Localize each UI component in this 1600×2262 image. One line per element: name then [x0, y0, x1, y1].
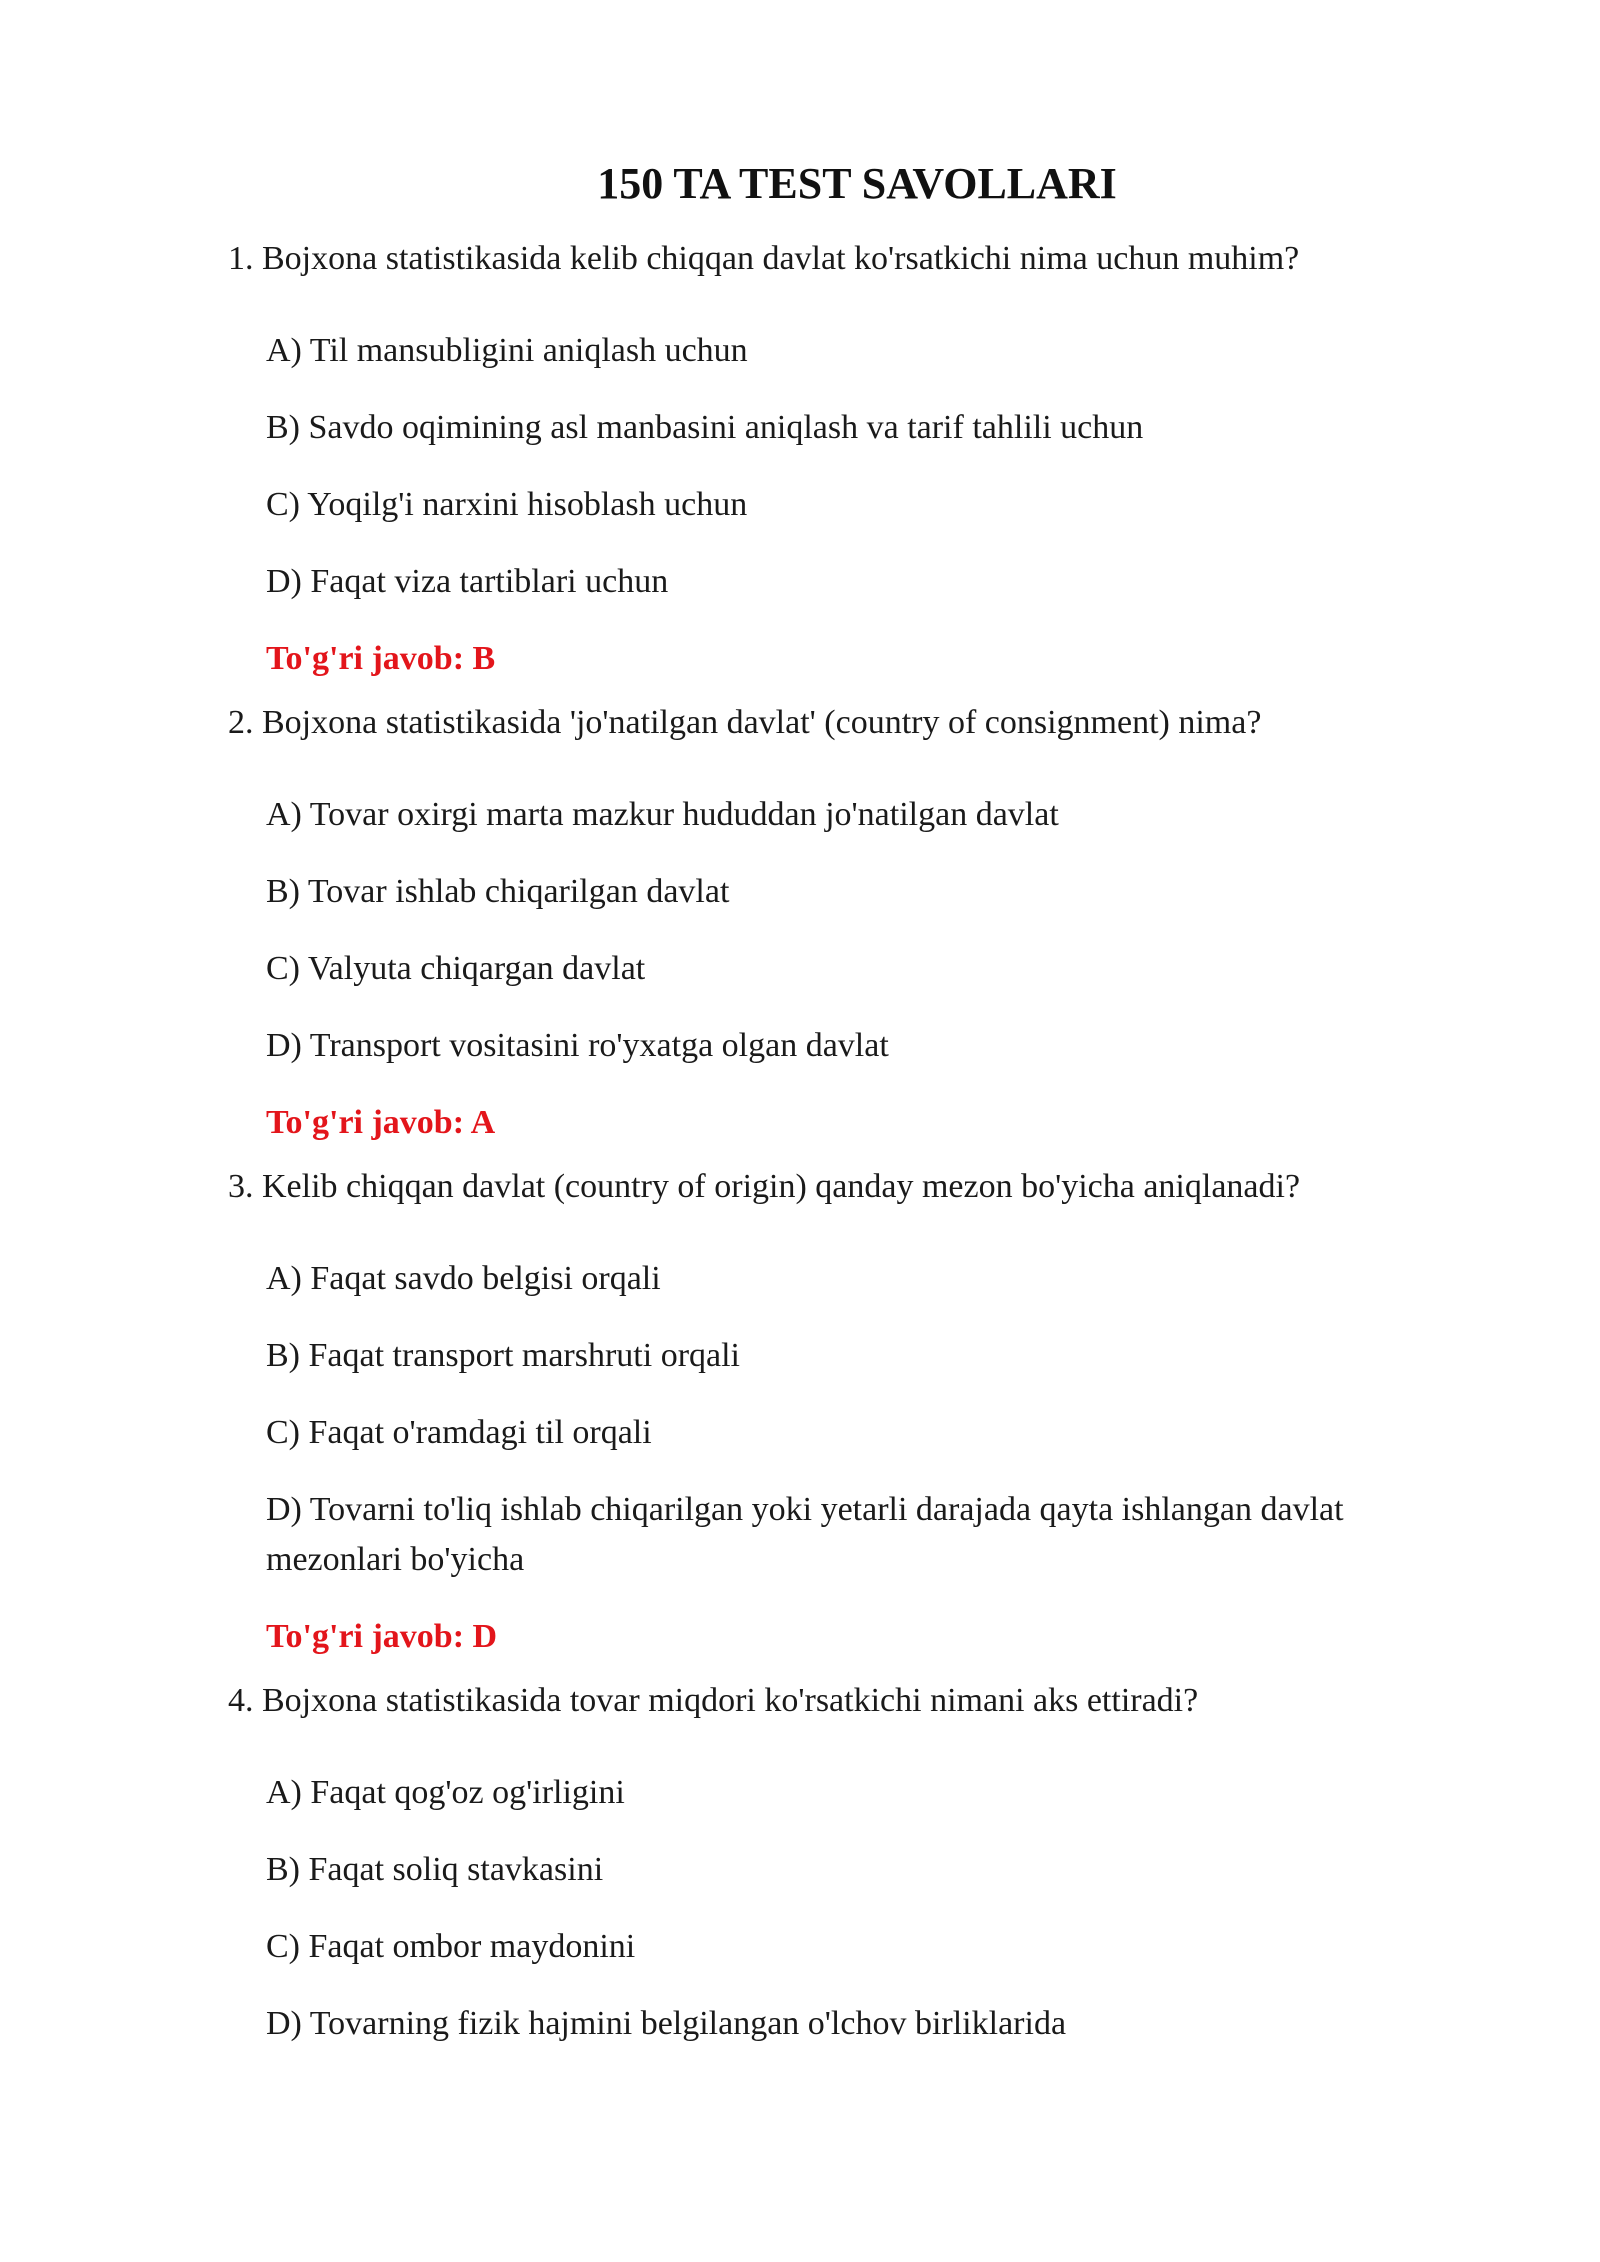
question-body: Bojxona statistikasida tovar miqdori ko'rsatkichi nimani aks ettiradi? — [262, 1682, 1199, 1719]
question-number: 1. — [228, 240, 262, 277]
option-b: B) Tovar ishlab chiqarilgan davlat — [266, 873, 730, 910]
question-number: 4. — [228, 1682, 262, 1719]
option-a: A) Faqat qog'oz og'irligini — [266, 1774, 625, 1811]
option-b: B) Faqat soliq stavkasini — [266, 1851, 604, 1888]
question-body: Bojxona statistikasida 'jo'natilgan davlat' (country of consignment) nima? — [262, 704, 1262, 741]
correct-answer: To'g'ri javob: A — [266, 1104, 496, 1141]
question-3 — [228, 1162, 1470, 1662]
option-d: D) Tovarning fizik hajmini belgilangan o'lchov birliklarida — [266, 2005, 1067, 2042]
question-number: 3. — [228, 1168, 262, 1205]
options-list — [266, 1254, 1470, 1585]
question-text — [228, 698, 1470, 748]
option-d: D) Transport vositasini ro'yxatga olgan davlat — [266, 1027, 889, 1064]
option-d: D) Tovarni to'liq ishlab chiqarilgan yoki yetarli darajada qayta ishlangan davlat mezonlari bo'yicha — [266, 1491, 1344, 1578]
option-a: A) Faqat savdo belgisi orqali — [266, 1260, 661, 1297]
question-text — [228, 1676, 1470, 1726]
option-c: C) Yoqilg'i narxini hisoblash uchun — [266, 486, 748, 523]
question-text — [228, 234, 1470, 284]
correct-answer: To'g'ri javob: D — [266, 1618, 498, 1655]
option-c: C) Valyuta chiqargan davlat — [266, 950, 646, 987]
option-b: B) Savdo oqimining asl manbasini aniqlash va tarif tahlili uchun — [266, 409, 1144, 446]
option-a: A) Tovar oxirgi marta mazkur hududdan jo'natilgan davlat — [266, 796, 1059, 833]
option-a: A) Til mansubligini aniqlash uchun — [266, 332, 748, 369]
question-4 — [228, 1676, 1470, 2049]
option-b: B) Faqat transport marshruti orqali — [266, 1337, 741, 1374]
question-body: Bojxona statistikasida kelib chiqqan davlat ko'rsatkichi nima uchun muhim? — [262, 240, 1300, 277]
option-d: D) Faqat viza tartiblari uchun — [266, 563, 669, 600]
question-1 — [228, 234, 1470, 684]
question-2 — [228, 698, 1470, 1148]
option-c: C) Faqat o'ramdagi til orqali — [266, 1414, 652, 1451]
correct-answer: To'g'ri javob: B — [266, 640, 496, 677]
option-c: C) Faqat ombor maydonini — [266, 1928, 636, 1965]
question-number: 2. — [228, 704, 262, 741]
page-title: 150 TA TEST SAVOLLARI — [597, 159, 1117, 208]
options-list — [266, 790, 1470, 1071]
question-body: Kelib chiqqan davlat (country of origin) qanday mezon bo'yicha aniqlanadi? — [262, 1168, 1301, 1205]
options-list — [266, 326, 1470, 607]
options-list — [266, 1768, 1470, 2049]
question-text — [228, 1162, 1470, 1212]
